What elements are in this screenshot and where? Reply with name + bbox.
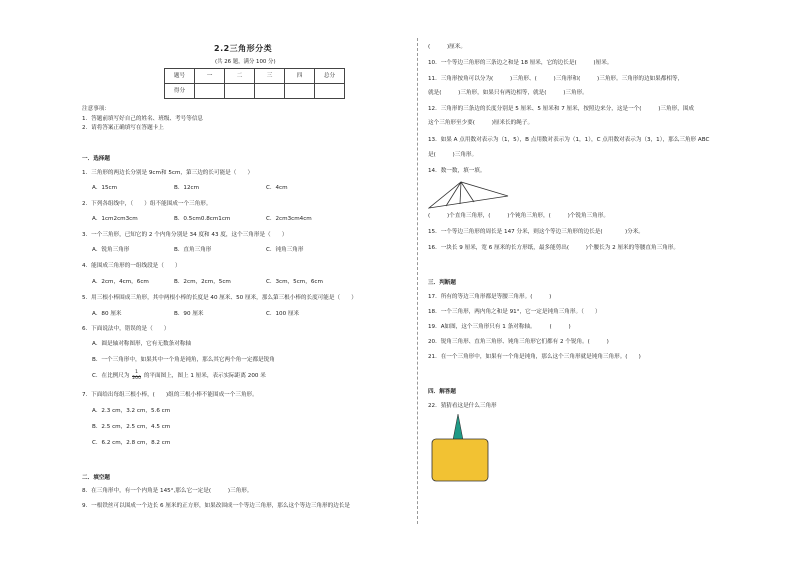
section-choice-title: 一．选择题 (82, 156, 110, 162)
q7-option-a[interactable]: A．2.3 cm，3.2 cm，5.6 cm (92, 408, 171, 414)
page-title: 2.2三角形分类 (214, 44, 273, 53)
section-answer-title: 四．解答题 (428, 389, 456, 395)
score-table-header-row (165, 69, 345, 84)
question-7: 7．下面给出每组三根小棒，( )组的三根小棒不能围成一个三角形。 (82, 392, 258, 398)
question-20: 20．锐角三角形、直角三角形、钝角三角形它们都有 2 个锐角。( ) (428, 339, 609, 345)
q3-option-a[interactable]: A．锐角三角形 (92, 247, 130, 253)
question-16: 16．一块长 9 厘米，宽 6 厘米的长方形纸，最多能剪出( )个腰长为 2 厘米的等腰直角三角形。 (428, 245, 679, 251)
question-4: 4．能围成三角形的一组线段是（ ） (82, 263, 181, 269)
q5-option-c[interactable]: C．100 厘米 (266, 311, 300, 317)
q7-option-b[interactable]: B．2.5 cm，2.5 cm，4.5 cm (92, 424, 171, 430)
question-3: 3．一个三角形，已知它的 2 个内角分别是 34 度和 43 度，这个三角形是（ ） (82, 232, 288, 238)
score-cell: 三 (255, 69, 285, 84)
score-input-cell[interactable] (285, 84, 315, 99)
column-divider (417, 38, 418, 524)
question-17: 17．所有的等边三角形都是等腰三角形。( ) (428, 294, 552, 300)
question-11: 11．三角形按角可以分为( )三角形、( )三角形和( )三角形。三角形的边如果都相等， (428, 76, 684, 82)
question-15: 15．一个等边三角形的周长是 147 分米，则这个等边三角形的边长是( )分米。 (428, 229, 644, 235)
q4-option-a[interactable]: A．2cm，4cm，6cm (92, 279, 149, 285)
scale-fraction (132, 371, 141, 381)
hidden-triangle-figure (430, 412, 492, 484)
question-1: 1．三角形的两边长分别是 9cm和 5cm，第三边的长可能是（ ） (82, 170, 254, 176)
score-table (164, 68, 345, 99)
note-item: 1．答题前填写好自己的姓名、班级、考号等信息 (82, 116, 204, 122)
score-cell: 得分 (165, 84, 195, 99)
page-subtitle: (共 26 题，满分 100 分) (215, 59, 276, 65)
q2-option-b[interactable]: B．0.5cm0.8cm1cm (174, 216, 231, 222)
score-input-cell[interactable] (315, 84, 345, 99)
section-fill-title: 二．填空题 (82, 475, 110, 481)
q3-option-c[interactable]: C．钝角三角形 (266, 247, 304, 253)
triangle-count-figure (428, 180, 510, 210)
fraction-numerator: 1 (135, 370, 139, 375)
q1-option-b[interactable]: B．12cm (174, 185, 200, 191)
q6-option-c-suffix: 的平面图上，图上 1 厘米，表示实际距离 200 米 (143, 372, 266, 379)
fraction-denominator: 200 (132, 375, 142, 381)
question-13-line-2: 是( )三角形。 (428, 152, 478, 158)
cover-rectangle (432, 439, 488, 481)
question-12: 12．三角形的三条边的长度分别是 5 厘米、5 厘米和 7 厘米，按照边来分，这是一个( )三角形，围成 (428, 106, 694, 112)
score-cell: 二 (225, 69, 255, 84)
q1-option-a[interactable]: A．15cm (92, 185, 118, 191)
outer-triangle (429, 182, 508, 208)
question-18: 18．一个三角形，两内角之和是 91°，它一定是钝角三角形。（ ） (428, 309, 601, 315)
q1-option-c[interactable]: C．4cm (266, 185, 288, 191)
score-cell: 四 (285, 69, 315, 84)
q7-option-c[interactable]: C．6.2 cm，2.8 cm，8.2 cm (92, 440, 171, 446)
question-12-line-2: 这个三角形至少要( )厘米长的绳子。 (428, 120, 534, 126)
inner-segment (460, 182, 461, 204)
q6-option-c[interactable] (92, 371, 266, 381)
score-table-score-row (165, 84, 345, 99)
q5-option-b[interactable]: B．90 厘米 (174, 311, 204, 317)
q5-option-a[interactable]: A．80 厘米 (92, 311, 122, 317)
question-2: 2．下列各组线中，（ ）组不能围成一个三角形。 (82, 201, 212, 207)
question-21: 21．在一个三角形中，如果有一个角是钝角，那么这个三角形就是钝角三角形。( ) (428, 354, 641, 360)
notes-heading: 注意事项： (82, 106, 110, 112)
question-10: 10．一个等边三角形的三条边之和是 18 厘米，它的边长是( )厘米。 (428, 60, 613, 66)
score-input-cell[interactable] (225, 84, 255, 99)
score-cell: 题号 (165, 69, 195, 84)
question-14: 14．数一数，填一填。 (428, 168, 486, 174)
inner-segment (446, 182, 461, 206)
q4-option-b[interactable]: B．2cm，2cm，5cm (174, 279, 231, 285)
question-6: 6．下面说法中，错误的是（ ） (82, 326, 170, 332)
score-cell: 一 (195, 69, 225, 84)
q3-option-b[interactable]: B．直角三角形 (174, 247, 212, 253)
roof-triangle-tip (453, 414, 463, 440)
q2-option-a[interactable]: A．1cm2cm3cm (92, 216, 138, 222)
q2-option-c[interactable]: C．2cm3cm4cm (266, 216, 312, 222)
question-14-blanks: ( )个直角三角形，( )个钝角三角形，( )个锐角三角形。 (428, 213, 609, 219)
question-5: 5．用三根小棒围成三角形，其中两根小棒的长度是 40 厘米、50 厘米，那么第三根小棒的长度可能是（ ） (82, 295, 357, 301)
question-8: 8．在三角形中，有一个内角是 145°,那么它一定是( )三角形。 (82, 488, 253, 494)
question-13: 13．如果 A 点用数对表示为（1，5），B 点用数对表示为（1，1），C 点用数对表示为（3，1），那么三角形 ABC (428, 137, 710, 143)
note-item: 2．请将答案正确填写在答题卡上 (82, 125, 164, 131)
question-19: 19．A如图，这个三角形只有 1 条对称轴。 ( ) (428, 324, 571, 330)
section-judge-title: 三．判断题 (428, 280, 456, 286)
question-11-line-2: 就是( )三角形，如果只有两边相等，就是( )三角形。 (428, 90, 588, 96)
q6-option-c-prefix: C．在比例尺为 (92, 372, 130, 379)
q4-option-c[interactable]: C．3cm，5cm，6cm (266, 279, 323, 285)
question-9-continued: ( )厘米。 (428, 44, 466, 50)
question-9: 9．一根铁丝可以围成一个边长 6 厘米的正方形，如果改围成一个等边三角形，那么这个等边三角形的边长是 (82, 503, 350, 509)
score-cell: 总分 (315, 69, 345, 84)
q6-option-a[interactable]: A．圆是轴对称图形，它有无数条对称轴 (92, 341, 191, 347)
score-input-cell[interactable] (195, 84, 225, 99)
question-22: 22．猜猜看这是什么三角形 (428, 403, 497, 409)
score-input-cell[interactable] (255, 84, 285, 99)
q6-option-b[interactable]: B．一个三角形中，如果其中一个角是钝角，那么其它两个角一定都是锐角 (92, 357, 275, 363)
